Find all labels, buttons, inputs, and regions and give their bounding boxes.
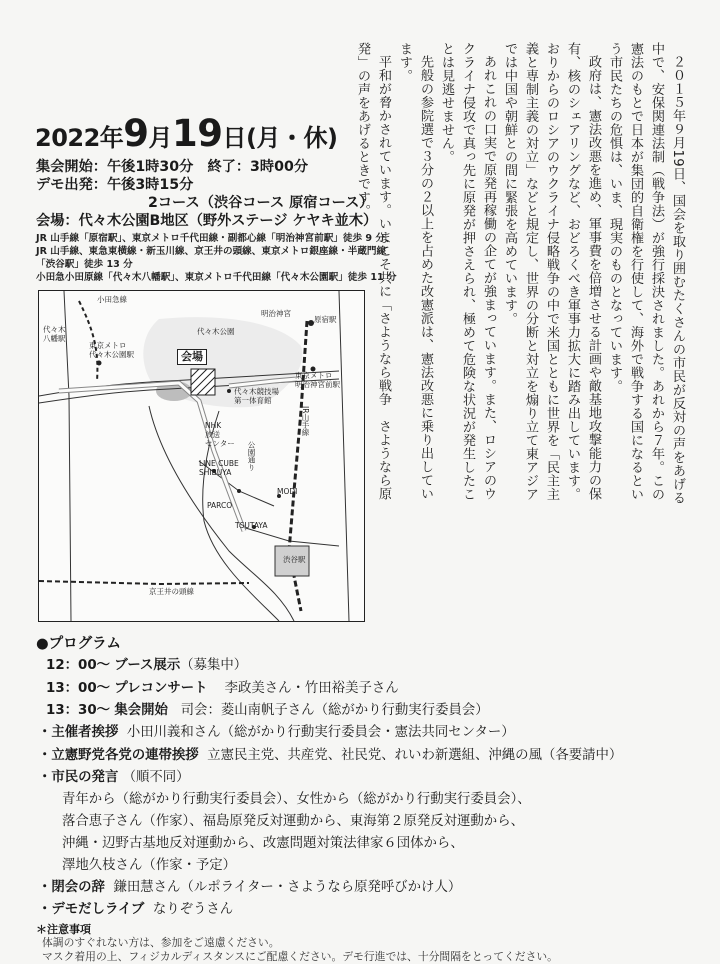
map-label-keio: 京王井の頭線 xyxy=(149,587,194,596)
access-line: 小田急小田原線「代々木八幡駅」、東京メトロ千代田線「代々木公園駅」徒歩 11 分 xyxy=(36,272,397,283)
caution-line: 体調のすぐれない方は、参加をご遠慮ください。 xyxy=(42,936,280,949)
map-drawing xyxy=(39,291,364,621)
map-label-metro-yoyogi: 東京メトロ 代々木公園駅 xyxy=(89,341,134,359)
map-label-shibuya: 渋谷駅 xyxy=(283,555,306,564)
map-label-metro-meiji: 東京メトロ 明治神宮前駅 xyxy=(295,371,340,389)
date-day: 19 xyxy=(172,112,223,155)
date-weekday: (月・休) xyxy=(246,124,338,152)
sub-title: 立憲野党各党の連帯挨拶 xyxy=(51,748,199,763)
demo-courses: 2コース（渋谷コース 原宿コース） xyxy=(148,195,374,211)
program-title: 集会開始 xyxy=(114,703,168,718)
bullet: ・ xyxy=(38,725,52,740)
sub-detail: 立憲民主党、共産党、社民党、れいわ新選組、沖縄の風（各要請中） xyxy=(207,748,623,763)
program-detail: 李政美さん・竹田裕美子さん xyxy=(224,681,399,696)
sub-detail: 小田川義和さん（総がかり行動実行委員会・憲法共同センター） xyxy=(126,725,515,740)
map-label-harajuku: 原宿駅 xyxy=(314,315,337,324)
program-heading: ●プログラム xyxy=(36,636,122,652)
statement-text xyxy=(355,42,688,510)
caution-line: マスク着用の上、フィジカルディスタンスにご配慮ください。デモ行進では、十分間隔をとってください。 xyxy=(42,950,558,963)
rally-time: 集会開始：午後1時30分 終了：3時00分 xyxy=(36,159,309,175)
bullet: ・ xyxy=(38,748,52,763)
map-label-yoyogi-hachiman: 代々木 八幡駅 xyxy=(43,325,66,343)
statement-paragraph: 政府は、憲法改悪を進め、軍事費を倍増させる計画や敵基地攻撃能力の保有、核のシェアリングなど、おどろくべき軍事力拡大に踏み出しています。おりからのロシアのウクライナ侵略戦争の中で米国とともに世界を「民主主義と専制主義の対立」などと規定し、世界の分断と対立を煽り立て東アジアでは中国や朝鮮との間に緊張を高めています。 xyxy=(502,42,601,501)
sub-title: 主催者挨拶 xyxy=(51,725,119,740)
speaker-line: 落合恵子さん（作家）、福島原発反対運動から、東海第２原発反対運動から、 xyxy=(62,814,524,829)
date-year: 2022年 xyxy=(35,124,124,152)
map-label-venue: 会場 xyxy=(177,349,207,365)
program-detail: 司会：菱山南帆子さん（総がかり行動実行委員会） xyxy=(180,703,489,718)
program-sub-item xyxy=(38,744,622,763)
speaker-line: 沖縄・辺野古基地反対運動から、改憲問題対策法律家６団体から、 xyxy=(62,836,464,851)
map-label-odakyu: 小田急線 xyxy=(97,295,127,304)
program-time: 13：00〜 xyxy=(46,681,111,696)
statement-paragraph: ２０１５年９月19日、国会を取り囲むたくさんの市民が反対の声をあげる中で、安保関連法制（戦争法）が強行採決されました。あれから７年。この憲法のもとで日本が集団的自衛権を行使して、海外で戦争する国になるという市民たちの危惧は、いま、現実のものとなっています。 xyxy=(607,42,685,505)
venue-map xyxy=(38,290,365,622)
sub-detail: 鎌田慧さん（ルポライター・さようなら原発呼びかけ人） xyxy=(113,880,462,895)
gym-dot xyxy=(227,389,231,393)
date-day-unit: 日 xyxy=(222,124,247,152)
bullet: ・ xyxy=(38,902,52,917)
map-label-modi: MODI xyxy=(277,487,298,496)
access-line: JR 山手線、東急東横線・新玉川線、京王井の頭線、東京メトロ銀座線・半蔵門線 xyxy=(36,246,387,257)
program-title: ブース展示 xyxy=(114,658,181,673)
date-month-unit: 月 xyxy=(148,124,173,152)
program-sub-item xyxy=(38,898,233,917)
venue: 会場：代々木公園B地区（野外ステージ ケヤキ並木） xyxy=(36,213,378,229)
program-title: プレコンサート xyxy=(114,681,208,696)
sub-title: 閉会の辞 xyxy=(51,880,105,895)
program-item xyxy=(46,654,247,673)
map-label-meiji-jingu: 明治神宮 xyxy=(261,309,291,318)
sub-title: 市民の発言 xyxy=(51,770,119,785)
access-line: JR 山手線「原宿駅」、東京メトロ千代田線・副都心線「明治神宮前駅」徒歩 9 分、 xyxy=(36,233,395,244)
map-label-tsutaya: TSUTAYA xyxy=(235,521,268,530)
demo-time: デモ出発：午後3時15分 xyxy=(36,177,194,193)
date-month: 9 xyxy=(123,112,149,155)
parco-dot xyxy=(237,489,241,493)
bullet: ・ xyxy=(38,770,52,785)
program-item xyxy=(46,677,399,696)
metro-dot xyxy=(97,361,102,366)
map-label-line-cube: LINE CUBE SHIBUYA xyxy=(199,459,239,477)
sub-detail: なりぞうさん xyxy=(152,902,234,917)
speaker-line: 澤地久枝さん（作家・予定） xyxy=(62,858,237,873)
map-label-jr: JR山手線 xyxy=(301,406,310,436)
sub-title: デモだしライブ xyxy=(51,902,145,917)
map-label-parco: PARCO xyxy=(207,501,233,510)
program-sub-item xyxy=(38,721,515,740)
event-date xyxy=(35,112,337,155)
program-time: 13：30〜 xyxy=(46,703,111,718)
speaker-line: 青年から（総がかり行動実行委員会）、女性から（総がかり行動実行委員会）、 xyxy=(62,792,531,807)
sub-detail: （順不同） xyxy=(122,770,190,785)
road xyxy=(339,291,349,621)
bullet: ・ xyxy=(38,880,52,895)
map-label-gym: 代々木競技場 第一体育館 xyxy=(234,387,279,405)
program-detail: （募集中） xyxy=(180,658,248,673)
map-label-nhk: NHK 放送 センター xyxy=(205,421,235,448)
map-label-koen-dori: 公園通り xyxy=(247,441,256,471)
caution-title: ＊注意事項 xyxy=(36,923,91,936)
access-line: 「渋谷駅」徒歩 13 分 xyxy=(36,259,133,270)
program-sub-item xyxy=(38,766,190,785)
program-time: 12：00〜 xyxy=(46,658,111,673)
statement-paragraph: 先般の参院選で３分の２以上を占めた改憲派は、憲法改悪に乗り出しています。 xyxy=(397,42,433,501)
program-item xyxy=(46,699,489,718)
statement-paragraph: あれこれの口実で原発再稼働の企てが強まっています。また、ロシアのウクライナ侵攻で真っ先に原発が押さえられ、極めて危険な状況が発生したことは見逃せません。 xyxy=(439,42,496,501)
statement-paragraph: 平和が脅かされています。いまこそ共に「さようなら戦争 さようなら原発」の声をあげるときです。 xyxy=(355,42,391,501)
map-label-yoyogi-park: 代々木公園 xyxy=(197,327,235,336)
program-sub-item xyxy=(38,876,461,895)
